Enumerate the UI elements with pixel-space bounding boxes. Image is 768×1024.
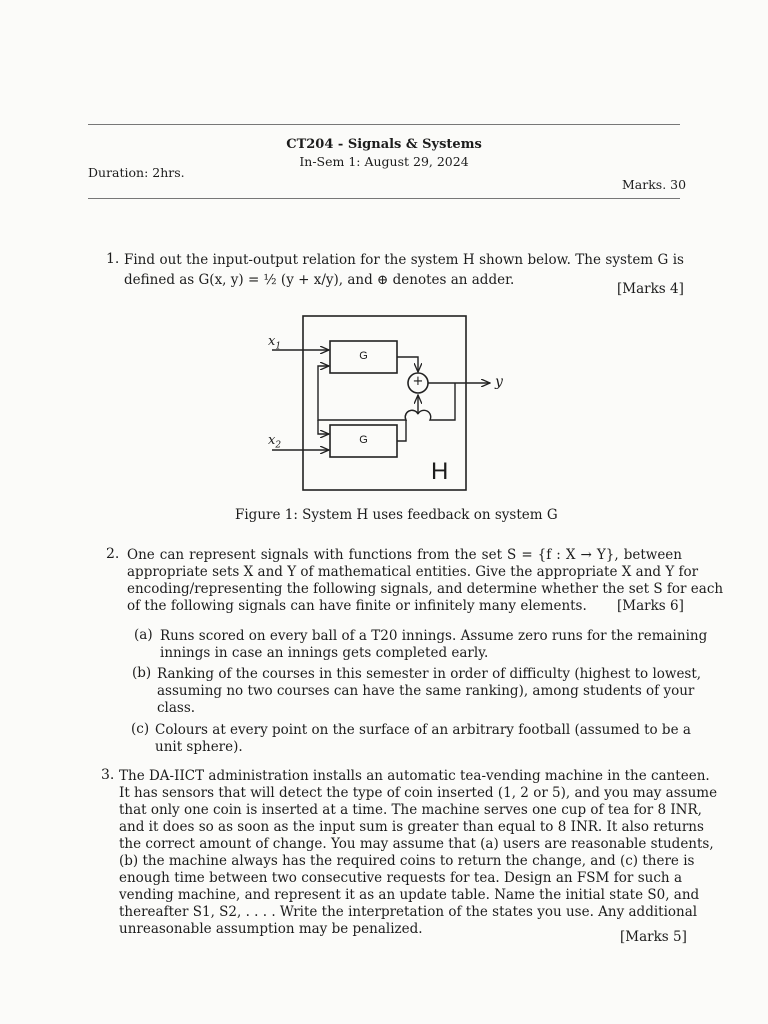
- q1-number: 1.: [106, 251, 120, 267]
- q2-part-a-label: (a): [134, 627, 153, 643]
- q3-line-5: the correct amount of change. You may assume that (a) users are reasonable students,: [119, 836, 714, 852]
- q2-part-a-line-1: Runs scored on every ball of a T20 innings. Assume zero runs for the remaining: [160, 628, 708, 644]
- feedback-top: [318, 366, 455, 420]
- adder-plus-sign: +: [412, 374, 424, 389]
- q2-line-2: appropriate sets X and Y of mathematical entities. Give the appropriate X and Y for: [127, 564, 699, 580]
- feedback-bottom: [318, 420, 329, 434]
- q2-line-1: One can represent signals with functions from the set S = {f : X → Y}, between: [127, 547, 682, 563]
- top-g-to-adder: [397, 357, 418, 372]
- q3-line-6: (b) the machine always has the required coins to return the change, and (c) there is: [119, 853, 695, 869]
- q2-part-b-line-1: Ranking of the courses in this semester in order of difficulty (highest to lowest,: [157, 666, 702, 682]
- q2-line-4: of the following signals can have finite or infinitely many elements.: [127, 598, 587, 614]
- system-h-label: H: [431, 458, 449, 485]
- g-label-bottom: G: [359, 434, 368, 446]
- q3-line-9: thereafter S1, S2, . . . . Write the interpretation of the states you use. Any additional: [119, 904, 698, 920]
- q2-part-c-line-1: Colours at every point on the surface of an arbitrary football (assumed to be a: [155, 722, 691, 738]
- exam-date-line: In-Sem 1: August 29, 2024: [299, 154, 469, 169]
- q2-part-a-text: [160, 628, 708, 662]
- q1-text: [124, 252, 684, 289]
- q3-line-10: unreasonable assumption may be penalized.: [119, 921, 423, 937]
- q2-part-b-label: (b): [132, 665, 152, 681]
- figure-1-caption: Figure 1: System H uses feedback on system G: [235, 507, 558, 523]
- q2-marks: [Marks 6]: [617, 598, 684, 614]
- q2-part-b-text: [157, 666, 702, 717]
- q2-part-c-label: (c): [131, 721, 150, 737]
- duration-text: Duration: 2hrs.: [88, 165, 185, 180]
- q2-part-a-line-2: innings in case an innings gets completed early.: [160, 645, 489, 661]
- label-y: y: [495, 374, 503, 390]
- course-title: CT204 - Signals & Systems: [286, 137, 482, 152]
- q2-part-b-line-3: class.: [157, 700, 196, 716]
- q3-line-3: that only one coin is inserted at a time. The machine serves one cup of tea for 8 INR,: [119, 802, 702, 818]
- q3-marks: [Marks 5]: [620, 929, 687, 945]
- header-bottom-rule: [88, 198, 680, 199]
- q2-number: 2.: [106, 546, 120, 562]
- q3-line-8: vending machine, and represent it as an update table. Name the initial state S0, and: [119, 887, 700, 903]
- q3-line-4: and it does so as soon as the input sum is greater than equal to 8 INR. It also returns: [119, 819, 704, 835]
- q1-line-2: defined as G(x, y) = ½ (y + x/y), and ⊕ denotes an adder.: [124, 272, 515, 288]
- q1-marks: [Marks 4]: [617, 281, 684, 297]
- q3-line-7: enough time between two consecutive requests for tea. Design an FSM for such a: [119, 870, 682, 886]
- q3-text: [119, 768, 718, 938]
- q1-line-1: Find out the input-output relation for the system H shown below. The system G is: [124, 252, 684, 268]
- label-x1: $x_1$: [268, 334, 282, 352]
- q3-line-2: It has sensors that will detect the type of coin inserted (1, 2 or 5), and you may assume: [119, 785, 718, 801]
- q2-text: [127, 547, 724, 615]
- q2-line-3: encoding/representing the following signals, and determine whether the set S for each: [127, 581, 724, 597]
- q3-number: 3.: [101, 767, 115, 783]
- total-marks-text: Marks. 30: [622, 177, 687, 192]
- bottom-g-to-adder: [397, 395, 418, 441]
- header-top-rule: [88, 124, 680, 125]
- q2-part-b-line-2: assuming no two courses can have the same ranking), among students of your: [157, 683, 695, 699]
- g-label-top: G: [359, 350, 368, 362]
- label-x2: $x_2$: [268, 433, 282, 451]
- q3-line-1: The DA-IICT administration installs an automatic tea-vending machine in the canteen.: [119, 768, 710, 784]
- q2-part-c-line-2: unit sphere).: [155, 739, 243, 755]
- q2-part-c-text: [155, 722, 691, 756]
